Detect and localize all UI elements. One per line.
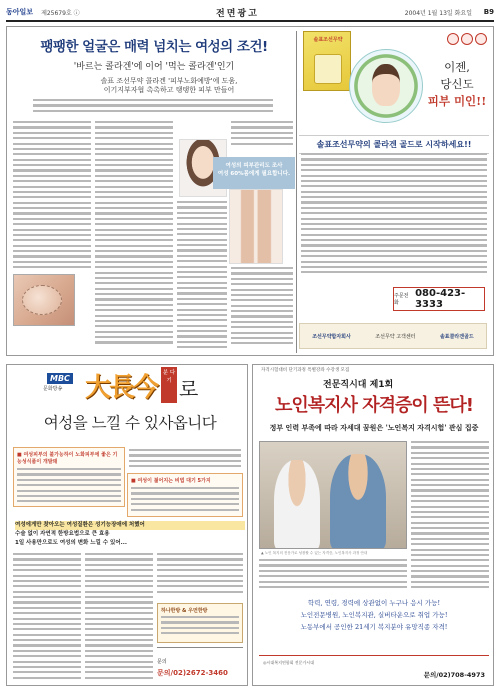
- ad2-body-col-3: [157, 553, 243, 599]
- order-phone-label: 주문전화: [394, 293, 409, 306]
- seal-icon: [475, 33, 487, 45]
- order-phone-number: 080-423-3333: [415, 288, 466, 310]
- slogan-3: 노동부에서 공인한 21세기 복지분야 유망직종 자격!: [300, 623, 448, 631]
- collagen-benefits-text: [301, 153, 487, 281]
- collagen-body-col-3: [177, 201, 227, 351]
- ad3-contact: [259, 655, 489, 679]
- slogan-line-3: 피부 미인!!: [427, 94, 487, 108]
- daejanggeum-headline: 여성을 느낄 수 있사옵니다: [43, 414, 217, 432]
- collagen-body-col-2: [95, 121, 173, 351]
- ad3-headline: 노인복지사 자격증이 뜬다!: [274, 395, 473, 416]
- drama-badge: 분 다 기: [161, 367, 177, 403]
- collagen-article: [9, 29, 295, 355]
- slogan-line-1: 이젠,: [444, 60, 470, 74]
- lead-line-3: 1일 사용만으로도 여성의 변화 느낄 수 있어...: [15, 540, 127, 546]
- seal-icon: [461, 33, 473, 45]
- skin-closeup-photo: [13, 274, 75, 326]
- ad2-lead-text: [15, 521, 245, 548]
- info-box-1: [13, 447, 125, 507]
- footer-note: 조선무약 고객센터: [375, 333, 416, 340]
- elderly-couple-photo: [259, 441, 407, 549]
- lead-line-2: 수술 없이 자연적 한방요법으로 큰 효용: [15, 531, 110, 537]
- info-box-2: [127, 473, 243, 517]
- clinic-info-box: [157, 603, 243, 643]
- photo-caption: ▲ 노인 복지의 전문가로 성장할 수 있는 자격증, 노인복지사 과정 안내: [261, 551, 368, 555]
- ad3-body-right: [411, 441, 489, 593]
- ad2-body-col-1: [13, 553, 81, 681]
- mbc-channel-name: 문화방송: [43, 386, 63, 392]
- survey-line-1: 여성의 피부관리도 조사: [225, 163, 283, 169]
- collagen-slogan: [425, 59, 489, 110]
- ad3-organizer: ◎시대복지연합회 전문가시대: [263, 660, 315, 665]
- survey-line-2: 여성 60%몸에게 필요합니다.: [217, 171, 291, 177]
- slogan-2: 노인전문병원, 노인복지관, 실버타운으로 취업 가능!: [300, 611, 448, 619]
- newspaper-masthead: [6, 4, 494, 22]
- footer-brand: 솔표콜라겐골드: [439, 333, 474, 340]
- info-box-1-label: ■ 여성피부의 불가능하이 노화피부에 좋은 기능성식품이 개발돼: [17, 452, 118, 465]
- ad3-subheadline: 정부 인력 부족에 따라 자세대 꿈원은 '노인복지 자격시험' 관심 집중: [269, 423, 479, 432]
- daejanggeum-advertisement: [6, 364, 248, 686]
- certification-seals: [447, 33, 487, 45]
- order-phone-box: [393, 287, 485, 311]
- mirror-illustration: [349, 49, 423, 123]
- collagen-body-col-4-top: [231, 121, 293, 153]
- drama-title: 大長今: [85, 373, 158, 403]
- elderly-welfare-advertisement: [252, 364, 494, 686]
- collagen-headline: 팽팽한 얼굴은 매력 넘치는 여성의 조건!: [40, 39, 268, 55]
- slogan-line-2: 당신도: [440, 77, 474, 91]
- collagen-call-to-action: 솔표조선무약의 콜라겐 골드로 시작하세요!!: [299, 135, 489, 154]
- product-jar-icon: [314, 54, 342, 84]
- survey-box: [213, 157, 295, 189]
- collagen-subheadline: '바르는 콜라겐'에 이어 '먹는 콜라겐'인기: [73, 62, 235, 72]
- ad3-body-left: [259, 559, 407, 595]
- slogan-1: 학력, 연령, 경력에 상관없이 누구나 응시 가능!: [307, 599, 441, 607]
- clinic-label: 하나한방 & 우먼한방: [161, 608, 208, 614]
- collagen-body-col-1: [13, 121, 91, 271]
- mbc-logo: MBC: [47, 373, 73, 384]
- headline-particle: 로: [179, 377, 199, 401]
- collagen-deck-line-2: 이기지부자협 촉촉하고 탱탱한 피부 만들어: [103, 86, 235, 94]
- seal-icon: [447, 33, 459, 45]
- collagen-advertisement: [6, 26, 494, 356]
- collagen-deck-line-1: 솔표 조선무약 콜라겐 '피부노화예방'에 도움,: [100, 77, 238, 85]
- ad2-body-col-2: [85, 553, 153, 681]
- ad2-contact: [157, 647, 243, 681]
- ad3-top-banner: 자격시험대비 단기과정 특별강좌 수강생 모집: [261, 368, 350, 373]
- newspaper-logo: 동아일보: [6, 7, 34, 16]
- ad3-kicker: 전문직시대 제1회: [323, 380, 394, 390]
- collagen-promo-panel: [297, 29, 491, 355]
- collagen-footer: [299, 323, 487, 349]
- collagen-body-col-4: [231, 267, 293, 351]
- woman-face-illustration: [372, 64, 400, 106]
- section-title: 전면광고: [216, 8, 259, 19]
- info-box-2-label: ■ 여성이 젊어지는 비법 대기 5가지: [131, 478, 211, 484]
- collagen-intro-text: [33, 99, 273, 115]
- page-number: B9: [483, 8, 494, 16]
- footer-company: 조선무약합자회사: [312, 333, 351, 340]
- issue-date: 2004년 1월 13일 화요일: [404, 9, 472, 17]
- legs-photo: [229, 189, 283, 264]
- ad3-phone-number: 문의/02)708-4973: [423, 671, 485, 679]
- ad2-phone-label: 문의: [157, 659, 167, 665]
- product-name: 솔표조선무약: [313, 37, 343, 43]
- ad2-phone-number: 문의/02)2672-3460: [157, 669, 228, 677]
- lead-line-1: 여성에게만 찾아오는 여성질환은 성기능장애에 처했어: [15, 521, 245, 530]
- ad2-intro-text: [129, 449, 241, 471]
- ad3-slogans: [259, 597, 489, 633]
- edition-number: 제25679호 ⓘ: [41, 9, 80, 17]
- collagen-product-package: [303, 31, 351, 91]
- collagen-deck: [69, 77, 269, 95]
